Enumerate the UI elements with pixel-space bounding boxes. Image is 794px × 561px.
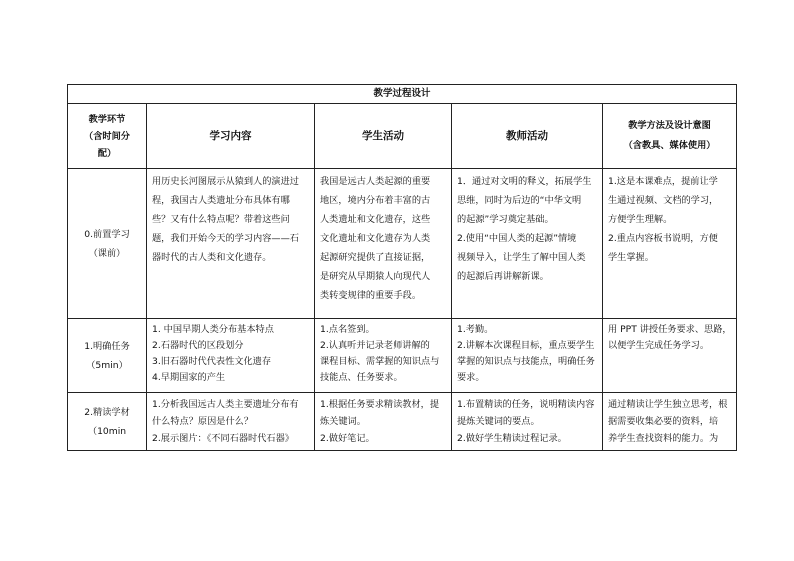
teacher-line: 思维，同时为后边的“中华文明 bbox=[457, 195, 582, 206]
header-stage bbox=[68, 104, 147, 169]
teacher-line: 提炼关键词的要点。 bbox=[457, 416, 540, 427]
table-title: 教学过程设计 bbox=[68, 85, 737, 104]
table-row bbox=[68, 169, 737, 319]
content-cell bbox=[147, 393, 315, 451]
header-method-line: 教学方法及设计意图 bbox=[628, 120, 711, 131]
content-line: 什么特点？原因是什么？ bbox=[152, 416, 254, 427]
teacher-cell bbox=[452, 169, 603, 319]
student-line: 我国是远古人类起源的重要 bbox=[320, 176, 431, 187]
student-line: 是研究从早期猿人向现代人 bbox=[320, 271, 431, 282]
teacher-cell bbox=[452, 393, 603, 451]
method-line: 1.这是本课难点，提前让学 bbox=[608, 176, 718, 187]
stage-cell bbox=[68, 393, 147, 451]
stage-line: 2.精读学材 bbox=[84, 406, 130, 418]
content-line: 2.展示图片：《不同石器时代石器》 bbox=[152, 433, 294, 444]
student-line: 文化遗址和文化遗存为人类 bbox=[320, 233, 431, 244]
content-line: 3.旧石器时代代表性文化遗存 bbox=[152, 356, 272, 367]
teacher-line: 掌握的知识点与技能点，明确任务 bbox=[457, 356, 595, 367]
stage-cell bbox=[68, 169, 147, 319]
teacher-line: 的起源”学习奠定基础。 bbox=[457, 214, 554, 225]
teacher-line: 的起源后再讲解新课。 bbox=[457, 271, 549, 282]
header-content: 学习内容 bbox=[147, 104, 315, 169]
method-line: 以便学生完成任务学习。 bbox=[608, 340, 710, 351]
content-line: 1. 中国早期人类分布基本特点 bbox=[152, 324, 274, 335]
content-cell bbox=[147, 319, 315, 393]
method-cell bbox=[603, 393, 737, 451]
table-row bbox=[68, 393, 737, 451]
table-title-row bbox=[68, 85, 737, 104]
header-row bbox=[68, 104, 737, 169]
content-line: 器时代的古人类和文化遗存。 bbox=[152, 252, 272, 263]
content-line: 2.石器时代的区段划分 bbox=[152, 340, 244, 351]
student-line: 2.做好笔记。 bbox=[320, 433, 375, 444]
method-line: 学生掌握。 bbox=[608, 252, 654, 263]
teacher-line: 2.做好学生精读过程记录。 bbox=[457, 433, 567, 444]
teacher-cell bbox=[452, 319, 603, 393]
content-line: 用历史长河图展示从猿到人的演进过 bbox=[152, 176, 299, 187]
teacher-line: 1．通过对文明的释义，拓展学生 bbox=[457, 176, 592, 187]
teacher-line: 1.考勤。 bbox=[457, 324, 494, 335]
student-line: 人类遗址和文化遗存，这些 bbox=[320, 214, 431, 225]
method-line: 2.重点内容板书说明，方便 bbox=[608, 233, 718, 244]
content-line: 4.早期国家的产生 bbox=[152, 372, 226, 383]
stage-line: （课前） bbox=[88, 247, 126, 259]
header-stage-line: 配） bbox=[97, 147, 117, 159]
stage-cell bbox=[68, 319, 147, 393]
student-cell bbox=[315, 169, 452, 319]
content-line: 题，我们开始今天的学习内容——石 bbox=[152, 233, 299, 244]
student-line: 2.认真听并记录老师讲解的 bbox=[320, 340, 430, 351]
student-line: 课程目标、需掌握的知识点与 bbox=[320, 356, 440, 367]
method-line: 通过精读让学生独立思考，根 bbox=[608, 399, 728, 410]
student-line: 技能点、任务要求。 bbox=[320, 372, 403, 383]
content-line: 1.分析我国远古人类主要遗址分布有 bbox=[152, 399, 299, 410]
content-cell bbox=[147, 169, 315, 319]
teacher-line: 2.使用“中国人类的起源”情境 bbox=[457, 233, 577, 244]
content-line: 些？又有什么特点呢？带着这些问 bbox=[152, 214, 290, 225]
student-line: 起源研究提供了直接证据， bbox=[320, 252, 431, 263]
student-line: 地区，境内分布着丰富的古 bbox=[320, 195, 431, 206]
student-line: 类转变规律的重要手段。 bbox=[320, 290, 422, 301]
header-teacher: 教师活动 bbox=[452, 104, 603, 169]
stage-line: 0.前置学习 bbox=[84, 228, 130, 240]
header-method bbox=[603, 104, 737, 169]
teacher-line: 视频导入，让学生了解中国人类 bbox=[457, 252, 586, 263]
student-cell bbox=[315, 393, 452, 451]
student-line: 1.根据任务要求精读教材，提 bbox=[320, 399, 440, 410]
stage-line: 1.明确任务 bbox=[84, 340, 130, 352]
content-line: 程，我国古人类遗址分布具体有哪 bbox=[152, 195, 290, 206]
stage-line: （10min bbox=[87, 425, 127, 437]
student-cell bbox=[315, 319, 452, 393]
method-line: 据需要收集必要的资料，培 bbox=[608, 416, 719, 427]
teacher-line: 2.讲解本次课程目标，重点要学生 bbox=[457, 340, 595, 351]
teacher-line: 要求。 bbox=[457, 372, 485, 383]
header-method-line: （含教具、媒体使用） bbox=[623, 140, 716, 151]
method-line: 方便学生理解。 bbox=[608, 214, 673, 225]
student-line: 炼关键词。 bbox=[320, 416, 366, 427]
method-cell bbox=[603, 169, 737, 319]
method-cell bbox=[603, 319, 737, 393]
header-student: 学生活动 bbox=[315, 104, 452, 169]
stage-line: （5min） bbox=[86, 359, 128, 371]
table-row bbox=[68, 319, 737, 393]
header-stage-line: 教学环节 bbox=[88, 113, 126, 125]
method-line: 用 PPT 讲授任务要求、思路， bbox=[608, 324, 732, 335]
method-line: 养学生查找资料的能力。为 bbox=[608, 433, 719, 444]
method-line: 生通过视频、文档的学习， bbox=[608, 195, 719, 206]
teaching-process-table bbox=[67, 84, 737, 451]
student-line: 1.点名签到。 bbox=[320, 324, 375, 335]
header-stage-line: （含时间分 bbox=[84, 130, 130, 142]
teacher-line: 1.布置精读的任务，说明精读内容 bbox=[457, 399, 595, 410]
